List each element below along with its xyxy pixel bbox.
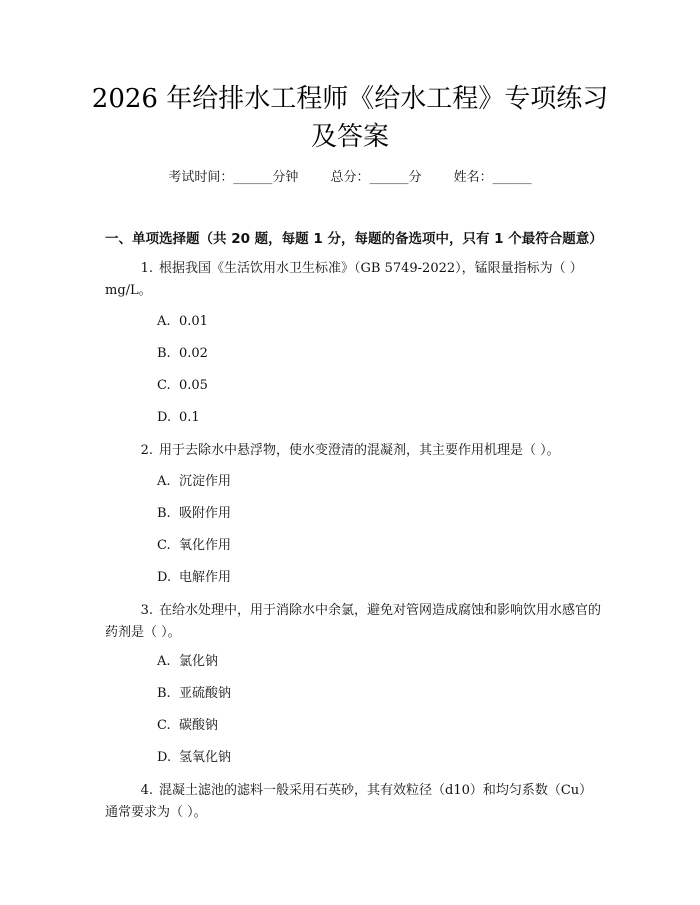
- option-text: 碳酸钠: [179, 718, 219, 733]
- option-letter: A.: [157, 314, 171, 329]
- option-text: 亚硫酸钠: [179, 686, 232, 701]
- option-letter: B.: [157, 506, 171, 521]
- question-number: 4.: [140, 783, 153, 798]
- question-1-option-b: [157, 344, 208, 364]
- question-2-option-a: [157, 472, 231, 492]
- option-text: 电解作用: [179, 570, 232, 585]
- option-letter: B.: [157, 686, 171, 701]
- question-1: [105, 258, 605, 302]
- question-2-option-b: [157, 504, 231, 524]
- option-text: 氢氧化钠: [179, 750, 232, 765]
- option-letter: C.: [157, 378, 171, 393]
- option-letter: A.: [157, 474, 171, 489]
- option-letter: D.: [157, 410, 172, 425]
- option-text: 0.01: [179, 314, 208, 329]
- question-1-option-d: [157, 408, 200, 428]
- question-text: 混凝土滤池的滤料一般采用石英砂，其有效粒径（d10）和均匀系数（Cu）通常要求为（ ）。: [105, 783, 593, 820]
- total-score-field: 总分：______分: [330, 170, 422, 185]
- question-2-option-d: [157, 568, 231, 588]
- question-1-option-a: [157, 312, 208, 332]
- option-text: 氯化钠: [179, 654, 219, 669]
- question-text: 根据我国《生活饮用水卫生标准》（GB 5749-2022），锰限量指标为（ ）mg/L。: [105, 261, 583, 298]
- question-3: [105, 600, 605, 644]
- option-text: 吸附作用: [179, 506, 232, 521]
- exam-info: [0, 168, 700, 188]
- option-text: 氧化作用: [179, 538, 232, 553]
- question-text: 用于去除水中悬浮物，使水变澄清的混凝剂，其主要作用机理是（ ）。: [159, 443, 560, 458]
- option-letter: C.: [157, 538, 171, 553]
- question-3-option-a: [157, 652, 218, 672]
- question-2-option-c: [157, 536, 231, 556]
- option-letter: B.: [157, 346, 171, 361]
- option-text: 沉淀作用: [179, 474, 232, 489]
- question-number: 1.: [140, 261, 153, 276]
- name-field: 姓名：______: [453, 170, 532, 185]
- option-text: 0.02: [179, 346, 208, 361]
- question-3-option-c: [157, 716, 218, 736]
- question-3-option-b: [157, 684, 231, 704]
- question-1-option-c: [157, 376, 208, 396]
- option-letter: A.: [157, 654, 171, 669]
- option-text: 0.1: [179, 410, 200, 425]
- question-number: 3.: [140, 603, 153, 618]
- page-title: 2026 年给排水工程师《给水工程》专项练习及答案: [91, 84, 609, 152]
- question-3-option-d: [157, 748, 231, 768]
- question-2: [105, 440, 605, 462]
- section-heading: 一、单项选择题（共 20 题，每题 1 分，每题的备选项中，只有 1 个最符合题意）: [105, 231, 603, 247]
- option-letter: C.: [157, 718, 171, 733]
- option-text: 0.05: [179, 378, 208, 393]
- question-text: 在给水处理中，用于消除水中余氯，避免对管网造成腐蚀和影响饮用水感官的药剂是（ ）。: [105, 603, 602, 640]
- question-4: [105, 780, 605, 824]
- question-number: 2.: [140, 443, 153, 458]
- option-letter: D.: [157, 570, 172, 585]
- option-letter: D.: [157, 750, 172, 765]
- exam-time-field: 考试时间：______分钟: [168, 170, 299, 185]
